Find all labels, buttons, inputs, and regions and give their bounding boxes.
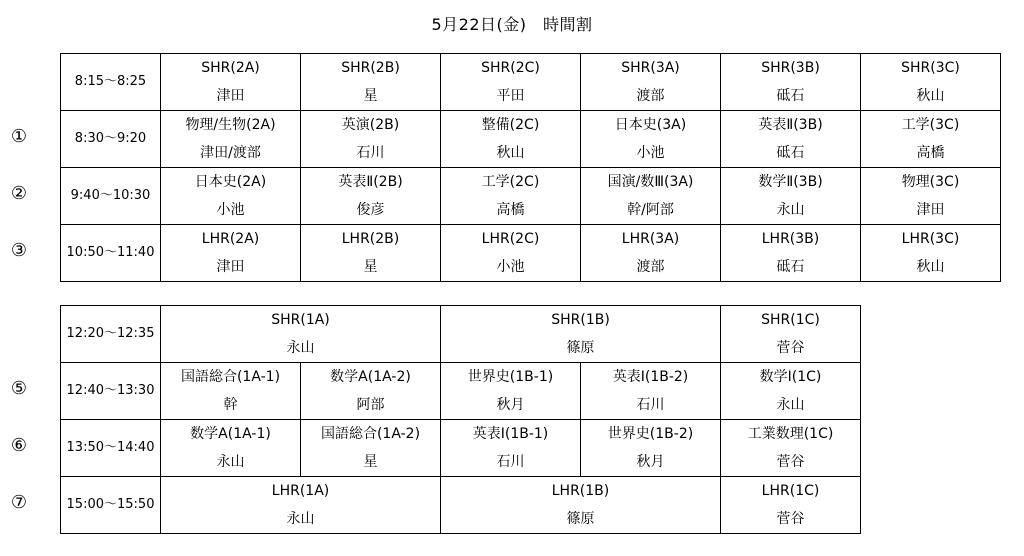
teacher-cell: 高橋 [441,196,581,225]
subject-cell: 国語総合(1A-1) [161,363,301,392]
teacher-cell: 小池 [581,139,721,168]
subject-cell: 物理/生物(2A) [161,111,301,140]
subject-cell: 数学Ⅰ(1C) [721,363,861,392]
subject-cell: SHR(2C) [441,54,581,83]
subject-cell: 整備(2C) [441,111,581,140]
teacher-cell: 永山 [161,448,301,477]
subject-cell: SHR(2A) [161,54,301,83]
timetable-lower [60,305,861,534]
subject-cell: 日本史(2A) [161,168,301,197]
subject-cell: 国語総合(1A-2) [301,420,441,449]
time-cell: 10:50〜11:40 [61,225,161,282]
subject-cell: 世界史(1B-1) [441,363,581,392]
subject-cell: SHR(3A) [581,54,721,83]
period-marker: ⑤ [10,378,28,399]
subject-cell: LHR(3B) [721,225,861,254]
period-marker: ② [10,183,28,204]
subject-cell: 英表Ⅱ(3B) [721,111,861,140]
teacher-cell: 津田 [161,82,301,111]
teacher-cell: 永山 [721,196,861,225]
period-marker: ③ [10,240,28,261]
subject-cell: SHR(1A) [161,306,441,335]
subject-cell: 英表Ⅰ(1B-1) [441,420,581,449]
subject-cell: LHR(2A) [161,225,301,254]
teacher-cell: 秋月 [441,391,581,420]
teacher-cell: 小池 [441,253,581,282]
teacher-cell: 砥石 [721,82,861,111]
teacher-cell: 星 [301,253,441,282]
period-marker: ⑦ [10,492,28,513]
timetable-upper [60,53,1001,282]
teacher-cell: 渡部 [581,82,721,111]
subject-cell: 日本史(3A) [581,111,721,140]
teacher-cell: 秋山 [441,139,581,168]
time-cell: 15:00〜15:50 [61,477,161,534]
subject-cell: LHR(1B) [441,477,721,506]
teacher-cell: 秋月 [581,448,721,477]
subject-cell: 世界史(1B-2) [581,420,721,449]
subject-cell: LHR(1A) [161,477,441,506]
subject-cell: LHR(3C) [861,225,1001,254]
teacher-cell: 永山 [721,391,861,420]
teacher-cell: 津田/渡部 [161,139,301,168]
subject-cell: 数学A(1A-1) [161,420,301,449]
subject-cell: SHR(1C) [721,306,861,335]
subject-cell: SHR(3C) [861,54,1001,83]
teacher-cell: 砥石 [721,139,861,168]
teacher-cell: 菅谷 [721,448,861,477]
subject-cell: LHR(2B) [301,225,441,254]
teacher-cell: 渡部 [581,253,721,282]
teacher-cell: 永山 [161,505,441,534]
teacher-cell: 津田 [861,196,1001,225]
period-marker: ⑥ [10,435,28,456]
subject-cell: 工学(2C) [441,168,581,197]
teacher-cell: 星 [301,82,441,111]
subject-cell: LHR(1C) [721,477,861,506]
subject-cell: 数学Ⅱ(3B) [721,168,861,197]
teacher-cell: 秋山 [861,82,1001,111]
subject-cell: 工学(3C) [861,111,1001,140]
subject-cell: 国演/数Ⅲ(3A) [581,168,721,197]
teacher-cell: 星 [301,448,441,477]
teacher-cell: 篠原 [441,334,721,363]
subject-cell: 工業数理(1C) [721,420,861,449]
subject-cell: SHR(1B) [441,306,721,335]
teacher-cell: 平田 [441,82,581,111]
teacher-cell: 高橋 [861,139,1001,168]
teacher-cell: 阿部 [301,391,441,420]
teacher-cell: 石川 [301,139,441,168]
teacher-cell: 津田 [161,253,301,282]
teacher-cell: 石川 [581,391,721,420]
subject-cell: 英演(2B) [301,111,441,140]
teacher-cell: 砥石 [721,253,861,282]
time-cell: 12:40〜13:30 [61,363,161,420]
teacher-cell: 幹/阿部 [581,196,721,225]
subject-cell: 数学A(1A-2) [301,363,441,392]
teacher-cell: 秋山 [861,253,1001,282]
teacher-cell: 篠原 [441,505,721,534]
subject-cell: LHR(2C) [441,225,581,254]
subject-cell: SHR(2B) [301,54,441,83]
teacher-cell: 幹 [161,391,301,420]
teacher-cell: 石川 [441,448,581,477]
subject-cell: 英表Ⅰ(1B-2) [581,363,721,392]
subject-cell: 英表Ⅱ(2B) [301,168,441,197]
subject-cell: SHR(3B) [721,54,861,83]
time-cell: 8:30〜9:20 [61,111,161,168]
time-cell: 9:40〜10:30 [61,168,161,225]
teacher-cell: 菅谷 [721,505,861,534]
time-cell: 13:50〜14:40 [61,420,161,477]
page-title: 5月22日(金) 時間割 [431,15,593,34]
teacher-cell: 俊彦 [301,196,441,225]
time-cell: 8:15〜8:25 [61,54,161,111]
period-marker: ① [10,126,28,147]
subject-cell: LHR(3A) [581,225,721,254]
teacher-cell: 小池 [161,196,301,225]
time-cell: 12:20〜12:35 [61,306,161,363]
teacher-cell: 永山 [161,334,441,363]
subject-cell: 物理(3C) [861,168,1001,197]
teacher-cell: 菅谷 [721,334,861,363]
